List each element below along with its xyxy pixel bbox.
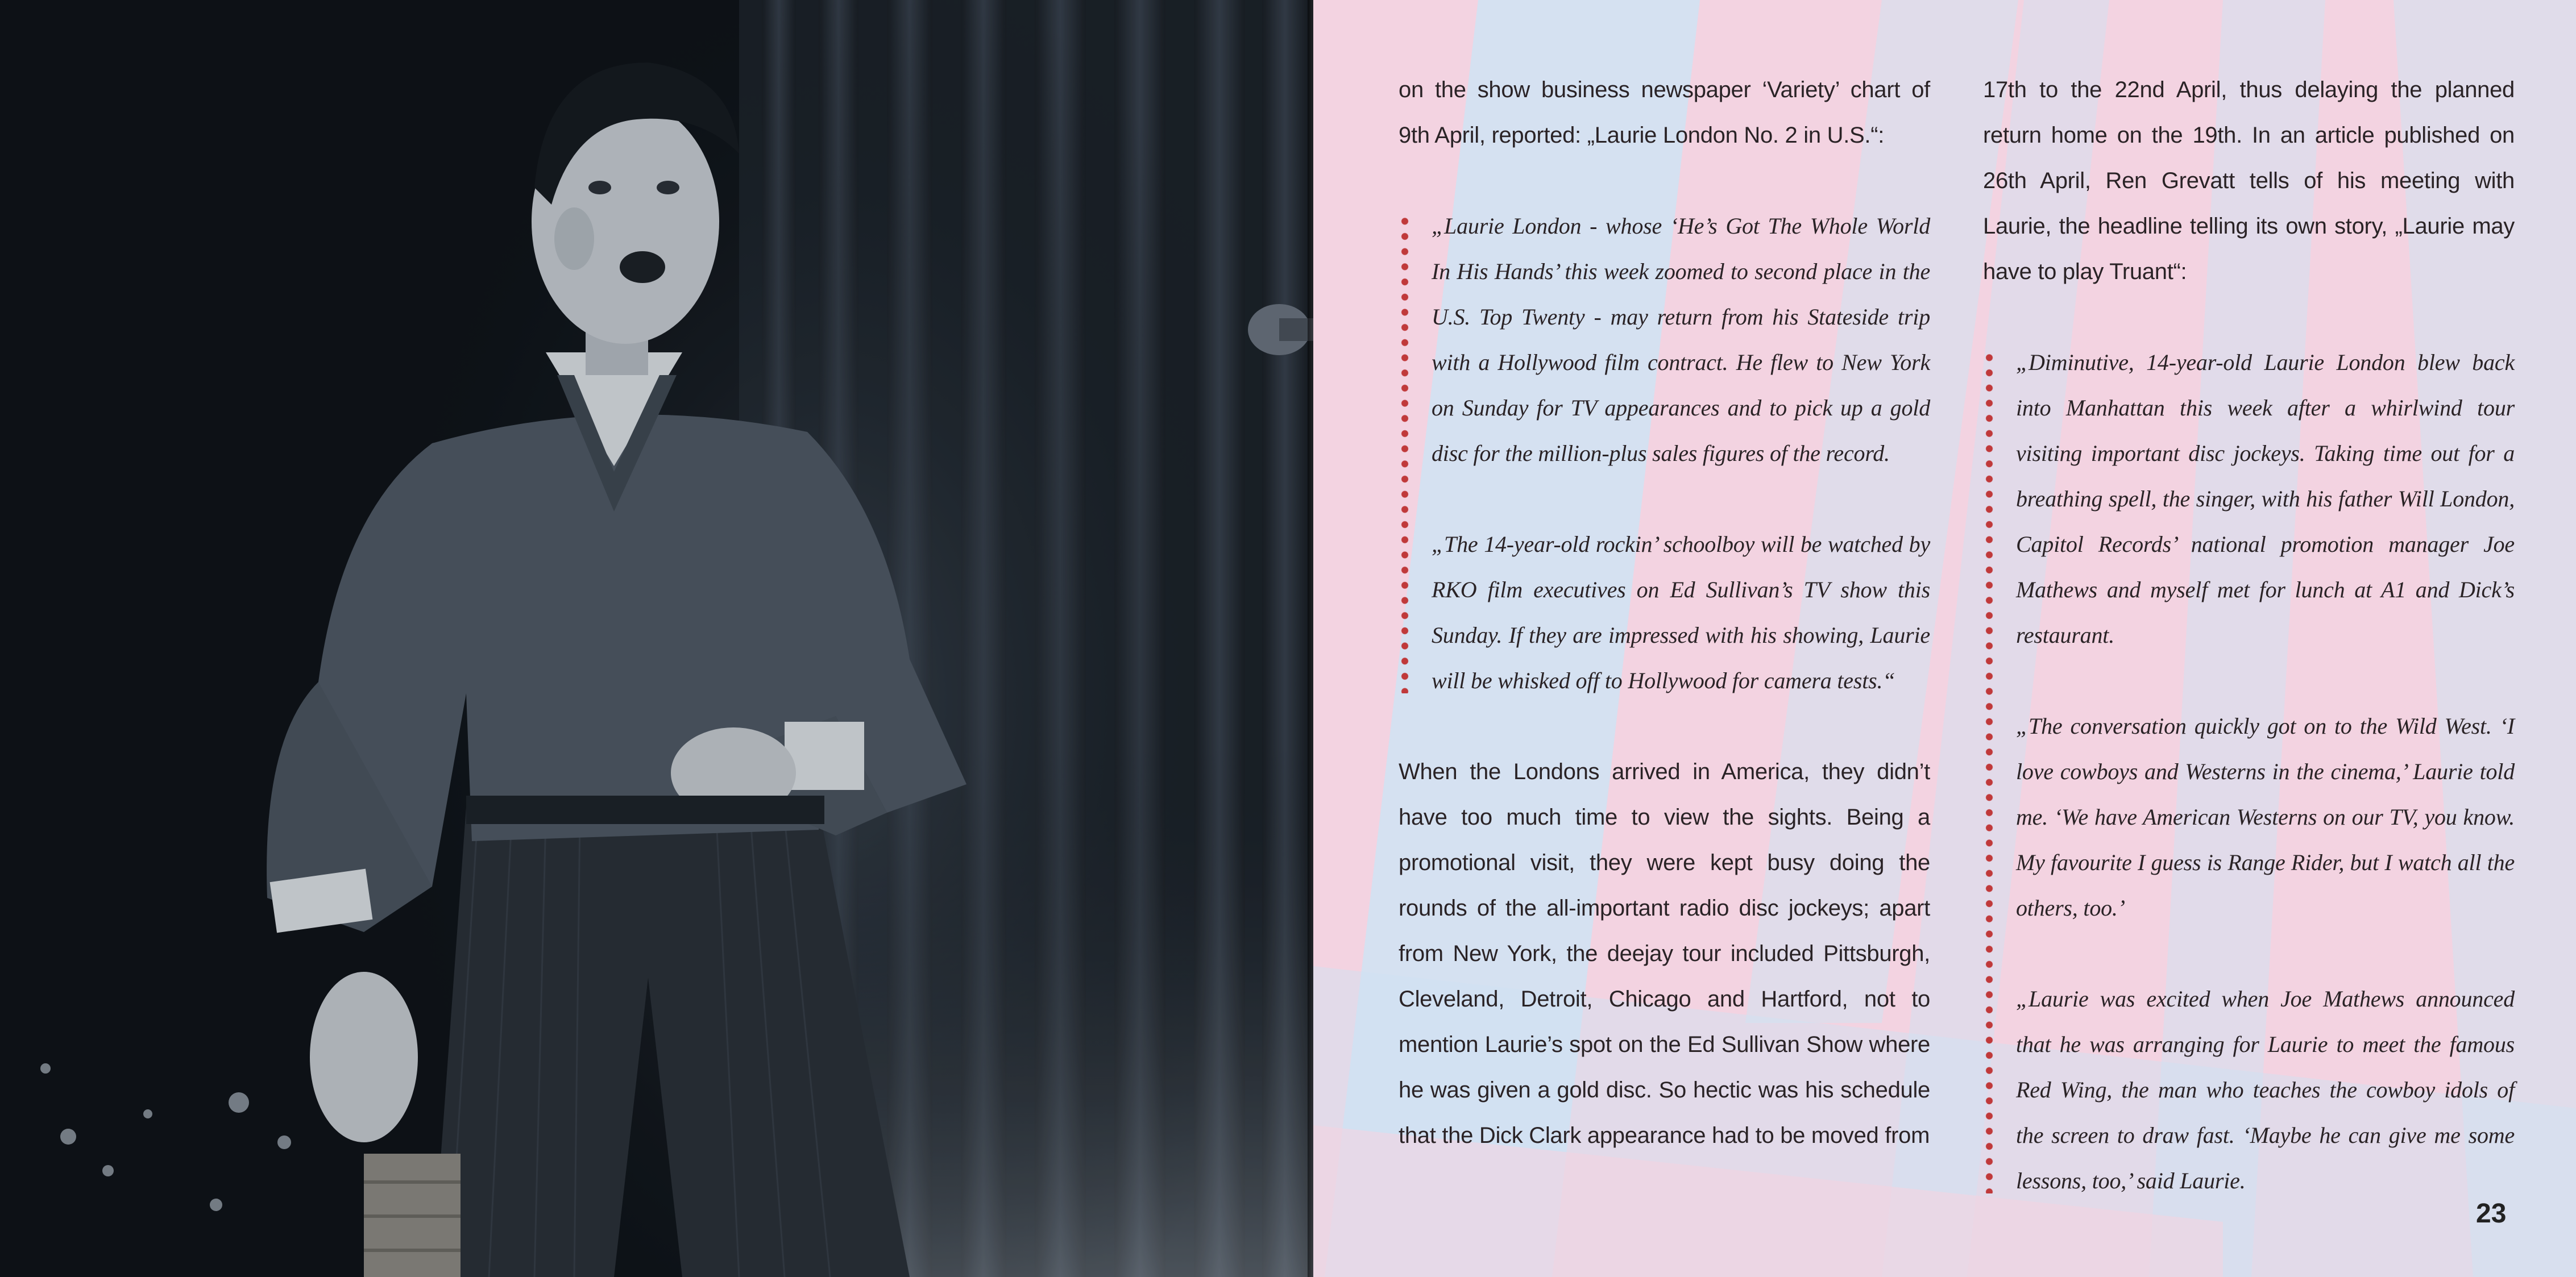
dotted-quote-rule — [1401, 214, 1409, 693]
quote-paragraph: „The conversation quickly got on to the Wild West. ‘I love cowboys and Westerns in the cinema,’ Laurie told me. ‘We have American Westerns on our TV, you know. My favourite I guess is Range Rider, but I watch all the others, too.’ — [2016, 713, 2515, 921]
quote-paragraph: „Laurie London - whose ‘He’s Got The Whole World In His Hands’ this week zoomed to second place in the U.S. Top Twenty - may return from his Stateside trip with a Hollywood film contract. He flew to New York on Sunday for TV appearances and to pick up a gold disc for the million-plus sales figures of the record. — [1432, 213, 1930, 466]
page-number: 23 — [2476, 1199, 2507, 1229]
text-column-left — [1399, 67, 1930, 1158]
dotted-quote-rule — [1985, 350, 1993, 1193]
quote-block-left — [1399, 203, 1930, 704]
quote-block-right — [1983, 340, 2515, 1204]
quote-paragraph: „Diminutive, 14-year-old Laurie London blew back into Manhattan this week after a whirlwind tour visiting important disc jockeys. Taking time out for a breathing spell, the singer, with his father Will London, Capitol Records’ national promotion manager Joe Mathews and myself met for lunch at A1 and Dick’s restaurant. — [2016, 350, 2515, 648]
text-page — [1313, 0, 2576, 1277]
intro-paragraph-left: on the show business newspaper ‘Variety’ chart of 9th April, reported: „Laurie London No. 2 in U.S.“: — [1399, 77, 1930, 148]
body-paragraph: When the Londons arrived in America, they didn’t have too much time to view the sights. Being a promotional visit, they were kept busy doing the rounds of the all-important radio disc jockeys; apart from New York, the deejay tour included Pittsburgh, Cleveland, Detroit, Chicago and Hartford, not to mention Laurie’s spot on the Ed Sullivan Show where he was given a gold disc. So hectic was his schedule that the Dick Clark appearance had to be moved from — [1399, 759, 1930, 1148]
quote-paragraph: „The 14-year-old rockin’ schoolboy will be watched by RKO film executives on Ed Sullivan’s TV show this Sunday. If they are impressed with his showing, Laurie will be whisked off to Hollywood for camera tests.“ — [1432, 531, 1930, 693]
quote-paragraph: „Laurie was excited when Joe Mathews announced that he was arranging for Laurie to meet the famous Red Wing, the man who teaches the cowboy idols of the screen to draw fast. ‘Maybe he can give me some lessons, too,’ said Laurie. — [2016, 986, 2515, 1193]
intro-paragraph-right: 17th to the 22nd April, thus delaying the planned return home on the 19th. In an article published on 26th April, Ren Grevatt tells of his meeting with Laurie, the headline telling its own story, „Laurie may have to play Truant“: — [1983, 77, 2515, 284]
text-column-right — [1983, 67, 2515, 1204]
